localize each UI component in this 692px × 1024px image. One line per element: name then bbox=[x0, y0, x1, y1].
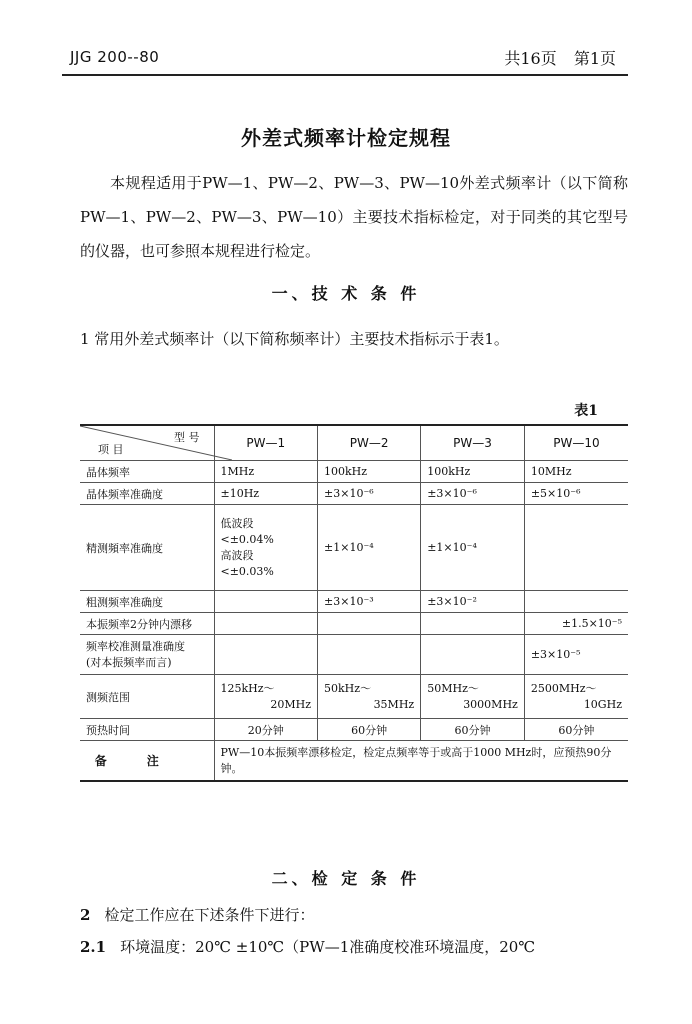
total-pages: 共16页 bbox=[504, 49, 557, 68]
model-header: PW—3 bbox=[421, 425, 525, 461]
cell-line: 125kHz～ bbox=[220, 681, 275, 695]
cell-line: 20MHz bbox=[270, 697, 312, 711]
cell-line: <±0.04% bbox=[220, 532, 274, 546]
row-label: 晶体频率准确度 bbox=[80, 483, 214, 505]
table-cell bbox=[214, 591, 318, 613]
cell-line: 35MHz bbox=[373, 697, 415, 711]
model-header: PW—10 bbox=[524, 425, 628, 461]
cell-line: 低波段 bbox=[220, 516, 254, 530]
table-cell: 100kHz bbox=[421, 461, 525, 483]
standard-code: JJG 200--80 bbox=[70, 48, 160, 66]
clause-text: 环境温度：20℃ ±10℃（PW—1准确度校准环境温度，20℃ bbox=[120, 938, 536, 956]
intro-paragraph: 本规程适用于PW—1、PW—2、PW—3、PW—10外差式频率计（以下简称PW—1、PW—2、PW—3、PW—10）主要技术指标检定，对于同类的其它型号的仪器，也可参照本规程进行检定。 bbox=[80, 174, 628, 260]
table-cell: ±3×10⁻² bbox=[421, 591, 525, 613]
table-cell bbox=[524, 505, 628, 591]
table-cell: 60分钟 bbox=[421, 719, 525, 741]
section-heading-2: 二、检 定 条 件 bbox=[271, 869, 421, 888]
table-row bbox=[80, 505, 628, 591]
table-cell bbox=[214, 675, 318, 719]
table-cell: ±10Hz bbox=[214, 483, 318, 505]
page-number: 第1页 bbox=[573, 49, 616, 68]
table-cell bbox=[524, 675, 628, 719]
row-label-line: (对本振频率而言) bbox=[86, 655, 172, 669]
clause-text: 检定工作应在下述条件下进行： bbox=[104, 906, 315, 924]
table-row bbox=[80, 591, 628, 613]
remark-label: 备注 bbox=[80, 741, 214, 781]
diag-top-label: 型 号 bbox=[174, 431, 200, 444]
row-label: 测频范围 bbox=[80, 675, 214, 719]
table-cell: 1MHz bbox=[214, 461, 318, 483]
table-cell bbox=[214, 613, 318, 635]
table-cell bbox=[318, 675, 421, 719]
cell-line: 高波段 bbox=[220, 548, 254, 562]
table-row bbox=[80, 613, 628, 635]
row-label bbox=[80, 635, 214, 675]
clause-2 bbox=[80, 904, 628, 925]
diagonal-header-cell bbox=[80, 425, 214, 461]
cell-line: 3000MHz bbox=[463, 697, 518, 711]
table-row bbox=[80, 675, 628, 719]
model-header: PW—1 bbox=[214, 425, 318, 461]
table-cell bbox=[318, 635, 421, 675]
table-row bbox=[80, 719, 628, 741]
cell-line: <±0.03% bbox=[220, 564, 274, 578]
cell-line: 50MHz～ bbox=[427, 681, 479, 695]
table-cell: 10MHz bbox=[524, 461, 628, 483]
table-cell bbox=[214, 635, 318, 675]
remark-text: PW—10本振频率漂移检定，检定点频率等于或高于1000 MHz时，应预热90分钟。 bbox=[214, 741, 628, 781]
table-cell: ±5×10⁻⁶ bbox=[524, 483, 628, 505]
table-cell bbox=[421, 635, 525, 675]
diag-bottom-label: 项 目 bbox=[98, 443, 124, 456]
document-title: 外差式频率计检定规程 bbox=[241, 126, 451, 150]
spec-table bbox=[80, 424, 628, 782]
table-cell bbox=[421, 613, 525, 635]
row-label: 精测頻率准确度 bbox=[80, 505, 214, 591]
table-cell: ±1×10⁻⁴ bbox=[421, 505, 525, 591]
table-cell: 100kHz bbox=[318, 461, 421, 483]
table-cell bbox=[524, 591, 628, 613]
row-label: 本振频率2分钟内漂移 bbox=[80, 613, 214, 635]
remark-row bbox=[80, 741, 628, 781]
table-row bbox=[80, 483, 628, 505]
table-caption: 表1 bbox=[574, 403, 598, 419]
page-counter bbox=[492, 46, 616, 69]
table-cell bbox=[318, 613, 421, 635]
cell-line: 50kHz～ bbox=[324, 681, 372, 695]
table-cell: 60分钟 bbox=[318, 719, 421, 741]
row-label: 粗测频率准确度 bbox=[80, 591, 214, 613]
clause-number: 2 bbox=[80, 906, 91, 924]
table-row bbox=[80, 635, 628, 675]
table-row bbox=[80, 461, 628, 483]
clause-number: 2.1 bbox=[80, 938, 107, 956]
row-label: 预热时间 bbox=[80, 719, 214, 741]
model-header: PW—2 bbox=[318, 425, 421, 461]
row-label: 晶体频率 bbox=[80, 461, 214, 483]
row-label-line: 频率校准测量准确度 bbox=[86, 639, 185, 653]
table-cell: ±1×10⁻⁴ bbox=[318, 505, 421, 591]
table-cell: 60分钟 bbox=[524, 719, 628, 741]
clause-2-1 bbox=[80, 936, 628, 957]
table-cell: ±3×10⁻⁶ bbox=[421, 483, 525, 505]
cell-line: 2500MHz～ bbox=[530, 681, 597, 695]
table-cell: ±3×10⁻⁶ bbox=[318, 483, 421, 505]
table-cell bbox=[421, 675, 525, 719]
table-cell: ±1.5×10⁻⁵ bbox=[524, 613, 628, 635]
table-cell: ±3×10⁻³ bbox=[318, 591, 421, 613]
section-heading-1: 一、技 术 条 件 bbox=[271, 284, 421, 303]
table-cell: 20分钟 bbox=[214, 719, 318, 741]
header-rule bbox=[62, 74, 628, 76]
cell-line: 10GHz bbox=[583, 697, 622, 711]
table-header-row bbox=[80, 425, 628, 461]
table-cell: ±3×10⁻⁵ bbox=[524, 635, 628, 675]
table-cell bbox=[214, 505, 318, 591]
clause-1: 1 常用外差式频率计（以下简称频率计）主要技术指标示于表1。 bbox=[80, 330, 509, 348]
